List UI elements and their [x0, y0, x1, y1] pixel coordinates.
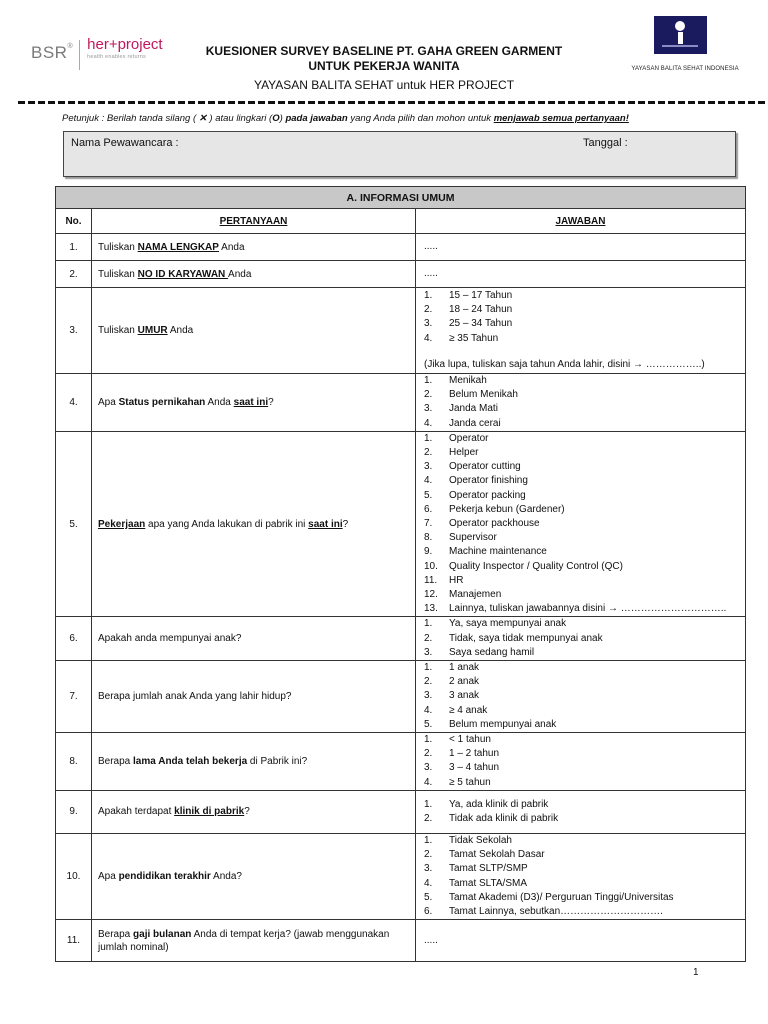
option-number: 4. [424, 877, 433, 889]
option-number: 3. [424, 762, 433, 774]
answer-option[interactable] [424, 374, 745, 388]
question-text [92, 261, 416, 288]
question-segment: NAMA LENGKAP [137, 241, 219, 253]
survey-row [56, 733, 746, 791]
option-label: ≥ 5 tahun [449, 776, 491, 788]
option-number: 1. [424, 834, 433, 846]
column-header-question: PERTANYAAN [92, 209, 416, 234]
interviewer-info-box [63, 131, 736, 177]
option-label: Tamat SLTP/SMP [449, 863, 528, 875]
answer-option[interactable] [424, 289, 745, 303]
option-number: 12. [424, 589, 438, 601]
option-number: 3. [424, 461, 433, 473]
survey-row [56, 617, 746, 661]
answer-placeholder[interactable]: ..... [424, 934, 438, 946]
answer-option[interactable] [424, 646, 745, 660]
question-number: 8. [56, 733, 92, 791]
option-label: Supervisor [449, 532, 497, 544]
column-header-row [56, 209, 746, 234]
option-number: 5. [424, 489, 433, 501]
question-segment: Pekerjaan [98, 518, 146, 530]
answer-option[interactable] [424, 560, 745, 574]
option-number: 4. [424, 417, 433, 429]
option-label: 3 – 4 tahun [449, 762, 500, 774]
interviewer-name-label: Nama Pewawancara : [71, 137, 179, 149]
option-label: Quality Inspector / Quality Control (QC) [449, 560, 623, 572]
option-number: 7. [424, 518, 433, 530]
question-segment: apa yang Anda lakukan di pabrik ini [145, 518, 309, 530]
survey-row [56, 833, 746, 919]
option-number: 2. [424, 812, 433, 824]
question-text [92, 234, 416, 261]
bsr-logo-text: BSR® [31, 43, 74, 62]
option-number: 4. [424, 704, 433, 716]
option-number: 2. [424, 849, 433, 861]
question-text [92, 431, 416, 617]
option-label: 3 anak [449, 690, 480, 702]
answer-option[interactable] [424, 675, 745, 689]
option-label: 1 anak [449, 662, 480, 674]
option-number: 2. [424, 632, 433, 644]
question-number: 10. [56, 833, 92, 919]
option-label: Tamat SLTA/SMA [449, 877, 527, 889]
option-label: Helper [449, 447, 479, 459]
answer-option[interactable] [424, 388, 745, 402]
answer-option[interactable] [424, 862, 745, 876]
question-text [92, 374, 416, 432]
answer-cell[interactable] [416, 431, 746, 617]
option-number: 2. [424, 447, 433, 459]
question-text [92, 661, 416, 733]
answer-option[interactable] [424, 798, 745, 812]
option-label: Tidak Sekolah [449, 834, 512, 846]
option-label: Operator cutting [449, 461, 521, 473]
answer-option[interactable] [424, 446, 745, 460]
question-segment: Berapa jumlah anak Anda yang lahir hidup? [98, 691, 292, 703]
answer-option[interactable] [424, 776, 745, 790]
survey-row [56, 234, 746, 261]
answer-option[interactable] [424, 545, 745, 559]
answer-cell[interactable] [416, 833, 746, 919]
answer-option[interactable] [424, 891, 745, 905]
answer-option[interactable] [424, 489, 745, 503]
option-label: Tamat Lainnya, sebutkan…………………………. [449, 905, 663, 917]
answer-option[interactable] [424, 747, 745, 761]
answer-option[interactable] [424, 718, 745, 732]
question-segment: ? [244, 806, 250, 818]
option-number: 2. [424, 389, 433, 401]
answer-option[interactable] [424, 588, 745, 602]
option-label: < 1 tahun [449, 734, 491, 746]
answer-option[interactable] [424, 733, 745, 747]
answer-option[interactable] [424, 704, 745, 718]
answer-cell[interactable] [416, 374, 746, 432]
option-number: 13. [424, 603, 438, 615]
question-number: 4. [56, 374, 92, 432]
answer-option[interactable] [424, 848, 745, 862]
ybsi-caption: YAYASAN BALITA SEHAT INDONESIA [631, 66, 739, 72]
question-number: 1. [56, 234, 92, 261]
option-number: 1. [424, 798, 433, 810]
question-segment: UMUR [137, 325, 168, 336]
option-label: 15 – 17 Tahun [449, 289, 513, 301]
answer-option[interactable] [424, 417, 745, 431]
option-label: Operator [449, 432, 489, 444]
question-segment: Berapa [98, 755, 134, 767]
column-header-no: No. [56, 209, 92, 234]
answer-cell[interactable] [416, 234, 746, 261]
question-segment: ? [268, 396, 274, 408]
question-text [92, 790, 416, 833]
answer-option[interactable] [424, 689, 745, 703]
question-text [92, 733, 416, 791]
answer-cell[interactable] [416, 617, 746, 661]
title-line-3: YAYASAN BALITA SEHAT untuk HER PROJECT [253, 78, 515, 92]
option-label: 18 – 24 Tahun [449, 304, 513, 316]
dashed-divider [18, 101, 768, 104]
answer-placeholder[interactable]: ..... [424, 240, 438, 252]
title-line-2: UNTUK PEKERJA WANITA [308, 59, 460, 73]
title-line-1: KUESIONER SURVEY BASELINE PT. GAHA GREEN GARMENT [205, 44, 563, 58]
option-number: 9. [424, 546, 433, 558]
question-segment: Anda [205, 396, 234, 408]
answer-option[interactable] [424, 602, 745, 616]
section-header-row [56, 187, 746, 209]
answer-option[interactable] [424, 632, 745, 646]
question-segment: klinik di pabrik [174, 806, 245, 818]
option-label: Belum Menikah [449, 389, 518, 401]
question-segment: Tuliskan [98, 325, 138, 336]
option-label: Machine maintenance [449, 546, 547, 558]
option-number: 5. [424, 891, 433, 903]
question-segment: NO ID KARYAWAN [137, 268, 229, 280]
option-number: 4. [424, 332, 433, 344]
question-segment: saat ini [308, 518, 343, 530]
survey-body [56, 234, 746, 962]
question-text [92, 288, 416, 374]
question-number: 3. [56, 288, 92, 374]
survey-row [56, 661, 746, 733]
option-label: 2 anak [449, 676, 480, 688]
question-segment: di Pabrik ini? [247, 755, 308, 767]
option-label: Ya, saya mempunyai anak [449, 618, 567, 630]
answer-cell[interactable] [416, 733, 746, 791]
answer-option[interactable] [424, 517, 745, 531]
option-number: 6. [424, 503, 433, 515]
option-number: 3. [424, 646, 433, 658]
answer-option[interactable] [424, 574, 745, 588]
answer-option[interactable] [424, 617, 745, 631]
question-segment: Apa [98, 871, 119, 882]
question-segment: Anda [218, 241, 245, 253]
question-segment: pendidikan terakhir [118, 871, 211, 882]
answer-note: (Jika lupa, tuliskan saja tahun Anda lahir, disini → ……………..) [424, 358, 705, 370]
answer-cell[interactable] [416, 661, 746, 733]
option-number: 1. [424, 432, 433, 444]
answer-cell[interactable] [416, 790, 746, 833]
question-segment: Tuliskan [98, 268, 138, 280]
option-number: 8. [424, 532, 433, 544]
option-number: 4. [424, 475, 433, 487]
option-number: 2. [424, 676, 433, 688]
option-label: Tamat Sekolah Dasar [449, 849, 545, 861]
option-number: 3. [424, 690, 433, 702]
answer-cell[interactable] [416, 920, 746, 962]
column-header-answer: JAWABAN [416, 209, 746, 234]
question-segment: Status pernikahan [118, 396, 206, 408]
question-number: 9. [56, 790, 92, 833]
answer-option[interactable] [424, 877, 745, 891]
answer-option[interactable] [424, 503, 745, 517]
option-number: 1. [424, 289, 433, 301]
option-number: 10. [424, 560, 438, 572]
option-label: Ya, ada klinik di pabrik [449, 798, 549, 810]
answer-option[interactable] [424, 812, 745, 826]
option-label: Saya sedang hamil [449, 646, 535, 658]
option-label: Manajemen [449, 589, 502, 601]
option-label: Janda Mati [449, 403, 498, 415]
option-number: 2. [424, 748, 433, 760]
answer-cell[interactable] [416, 288, 746, 374]
option-number: 3. [424, 318, 433, 330]
answer-option[interactable] [424, 332, 745, 346]
option-label: HR [449, 574, 464, 586]
option-label: Janda cerai [449, 417, 501, 429]
question-segment: Apakah anda mempunyai anak? [98, 633, 242, 645]
survey-table [55, 186, 746, 962]
question-number: 11. [56, 920, 92, 962]
question-number: 6. [56, 617, 92, 661]
option-number: 1. [424, 662, 433, 674]
option-number: 11. [424, 574, 438, 586]
option-label: Pekerja kebun (Gardener) [449, 503, 565, 515]
question-number: 7. [56, 661, 92, 733]
question-segment: Anda [228, 268, 252, 280]
answer-option[interactable] [424, 402, 745, 416]
answer-cell[interactable] [416, 261, 746, 288]
herproject-logo-text: her+project [87, 36, 163, 53]
answer-placeholder[interactable]: ..... [424, 267, 438, 279]
option-label: Tidak, saya tidak mempunyai anak [449, 632, 603, 644]
question-segment: Apa [98, 396, 119, 408]
answer-option[interactable] [424, 905, 745, 919]
date-label: Tanggal : [583, 137, 628, 149]
answer-option[interactable] [424, 531, 745, 545]
option-label: 25 – 34 Tahun [449, 318, 513, 330]
question-segment: Tuliskan [98, 241, 138, 253]
option-label: Operator finishing [449, 475, 528, 487]
question-text [92, 617, 416, 661]
question-segment: saat ini [233, 396, 269, 408]
question-segment: Anda [167, 325, 194, 336]
herproject-tagline: health enables returns [87, 54, 146, 60]
option-number: 2. [424, 304, 433, 316]
option-label: Operator packing [449, 489, 526, 501]
ybsi-logo-icon [654, 16, 707, 54]
answer-option[interactable] [424, 474, 745, 488]
option-number: 1. [424, 618, 433, 630]
option-label: Tamat Akademi (D3)/ Perguruan Tinggi/Universitas [449, 891, 674, 903]
survey-row [56, 288, 746, 374]
option-label: 1 – 2 tahun [449, 748, 500, 760]
option-number: 6. [424, 905, 433, 917]
question-segment: Berapa [98, 928, 134, 940]
answer-option[interactable] [424, 432, 745, 446]
answer-option[interactable] [424, 761, 745, 775]
option-label: Lainnya, tuliskan jawabannya disini → ………………………….. [449, 603, 727, 615]
answer-option[interactable] [424, 834, 745, 848]
question-text [92, 920, 416, 962]
option-label: Tidak ada klinik di pabrik [449, 812, 559, 824]
option-number: 1. [424, 375, 433, 386]
survey-row [56, 374, 746, 432]
option-number: 5. [424, 718, 433, 730]
survey-row [56, 790, 746, 833]
option-label: Menikah [449, 375, 487, 386]
option-label: Operator packhouse [449, 518, 540, 530]
option-number: 3. [424, 863, 433, 875]
answer-option[interactable] [424, 303, 745, 317]
question-text [92, 833, 416, 919]
question-segment: lama Anda telah bekerja [133, 755, 248, 767]
cross-mark-icon: ✕ [198, 113, 207, 124]
question-segment: Anda? [210, 871, 242, 882]
section-title: A. INFORMASI UMUM [56, 187, 746, 209]
answer-option[interactable] [424, 661, 745, 675]
question-segment: Anda di tempat kerja? (jawab menggunakan jumlah nominal) [98, 928, 390, 953]
answer-option[interactable] [424, 460, 745, 474]
survey-row [56, 920, 746, 962]
option-number: 1. [424, 734, 433, 746]
instructions-text: Petunjuk : Berilah tanda silang ( ✕ ) atau lingkari (O) pada jawaban yang Anda pilih dan mohon untuk menjawab semua pertanyaan! [62, 113, 629, 124]
option-label: Belum mempunyai anak [449, 718, 557, 730]
survey-row [56, 431, 746, 617]
option-label: ≥ 35 Tahun [449, 332, 499, 344]
page-number: 1 [693, 967, 699, 978]
question-number: 5. [56, 431, 92, 617]
survey-row [56, 261, 746, 288]
question-segment: ? [342, 518, 349, 530]
question-segment: gaji bulanan [133, 928, 192, 940]
option-number: 4. [424, 776, 433, 788]
question-segment: Apakah terdapat [98, 806, 175, 818]
question-number: 2. [56, 261, 92, 288]
option-number: 3. [424, 403, 433, 415]
answer-option[interactable] [424, 317, 745, 331]
option-label: ≥ 4 anak [449, 704, 488, 716]
